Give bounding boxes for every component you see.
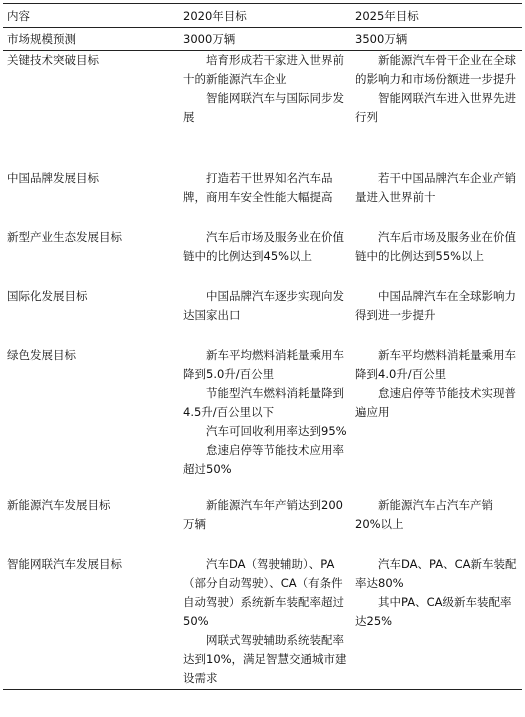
header-2020-target: 2020年目标 bbox=[183, 8, 247, 23]
table-row-icv bbox=[3, 555, 522, 690]
table-header bbox=[3, 4, 522, 28]
row-goal-2020 bbox=[179, 169, 351, 228]
goal-text: 节能型汽车燃料消耗量降到4.5升/百公里以下 bbox=[183, 386, 344, 419]
table-row-market-size bbox=[3, 28, 522, 51]
goal-text: 新车平均燃料消耗量乘用车降到5.0升/百公里 bbox=[183, 348, 344, 381]
row-goal-2020 bbox=[179, 228, 351, 287]
goal-text: 汽车后市场及服务业在价值链中的比例达到45%以上 bbox=[183, 230, 344, 263]
goal-text: 汽车可回收利用率达到95% bbox=[206, 424, 347, 438]
header-row bbox=[3, 4, 522, 28]
goals-document bbox=[3, 3, 522, 690]
row-category: 国际化发展目标 bbox=[7, 289, 88, 303]
row-category: 新能源汽车发展目标 bbox=[7, 498, 111, 512]
row-goal-2025 bbox=[351, 555, 522, 690]
row-goal-2025 bbox=[351, 496, 522, 555]
row-goal-2020 bbox=[179, 555, 351, 690]
header-content: 内容 bbox=[7, 8, 30, 23]
goal-text: 中国品牌汽车逐步实现向发达国家出口 bbox=[183, 289, 344, 322]
table-row-ecosystem bbox=[3, 228, 522, 287]
goal-text: 怠速启停等节能技术实现普遍应用 bbox=[355, 386, 516, 419]
row-goal-2020 bbox=[179, 496, 351, 555]
goal-text: 新车平均燃料消耗量乘用车降到4.0升/百公里 bbox=[355, 348, 516, 381]
row-category: 市场规模预测 bbox=[7, 32, 76, 46]
goal-text: 网联式驾驶辅助系统装配率达到10%，满足智慧交通城市建设需求 bbox=[183, 633, 347, 685]
row-goal-2025 bbox=[351, 169, 522, 228]
goal-text: 智能网联汽车进入世界先进行列 bbox=[355, 91, 516, 124]
goals-table bbox=[3, 3, 522, 690]
row-goal-2025 bbox=[351, 51, 522, 170]
row-goal-2020 bbox=[179, 28, 351, 51]
row-goal-2025 bbox=[351, 287, 522, 346]
goal-text: 3000万辆 bbox=[183, 32, 236, 46]
goal-text: 中国品牌汽车在全球影响力得到进一步提升 bbox=[355, 289, 516, 322]
row-category: 智能网联汽车发展目标 bbox=[7, 557, 122, 571]
row-goal-2025 bbox=[351, 228, 522, 287]
table-body bbox=[3, 28, 522, 690]
goal-text: 怠速启停等节能技术应用率超过50% bbox=[183, 443, 344, 476]
row-goal-2020 bbox=[179, 287, 351, 346]
row-category: 新型产业生态发展目标 bbox=[7, 230, 122, 244]
goal-text: 若干中国品牌汽车企业产销量进入世界前十 bbox=[355, 171, 516, 204]
goal-text: 汽车后市场及服务业在价值链中的比例达到55%以上 bbox=[355, 230, 516, 263]
row-goal-2020 bbox=[179, 51, 351, 170]
row-goal-2020 bbox=[179, 346, 351, 496]
goal-text: 打造若干世界知名汽车品牌，商用车安全性能大幅提高 bbox=[183, 171, 333, 204]
row-category: 绿色发展目标 bbox=[7, 348, 76, 362]
goal-text: 新能源汽车骨干企业在全球的影响力和市场份额进一步提升 bbox=[355, 53, 516, 86]
goal-text: 3500万辆 bbox=[355, 32, 408, 46]
header-2025-target: 2025年目标 bbox=[355, 8, 419, 23]
goal-text: 新能源汽车年产销达到200万辆 bbox=[183, 498, 343, 531]
goal-text: 其中PA、CA级新车装配率达25% bbox=[355, 595, 512, 628]
table-row-brand bbox=[3, 169, 522, 228]
row-category: 中国品牌发展目标 bbox=[7, 171, 99, 185]
row-category: 关键技术突破目标 bbox=[7, 53, 99, 67]
goal-text: 汽车DA、PA、CA新车装配率达80% bbox=[355, 557, 517, 590]
goal-text: 培育形成若干家进入世界前十的新能源汽车企业 bbox=[183, 53, 344, 86]
table-row-key-tech bbox=[3, 51, 522, 170]
goal-text: 智能网联汽车与国际同步发展 bbox=[183, 91, 344, 124]
goal-text: 新能源汽车占汽车产销20%以上 bbox=[355, 498, 493, 531]
table-row-international bbox=[3, 287, 522, 346]
table-row-green bbox=[3, 346, 522, 496]
row-goal-2025 bbox=[351, 346, 522, 496]
goal-text: 汽车DA（驾驶辅助）、PA（部分自动驾驶）、CA（有条件自动驾驶）系统新车装配率超过50% bbox=[183, 557, 344, 628]
row-goal-2025 bbox=[351, 28, 522, 51]
table-row-nev bbox=[3, 496, 522, 555]
